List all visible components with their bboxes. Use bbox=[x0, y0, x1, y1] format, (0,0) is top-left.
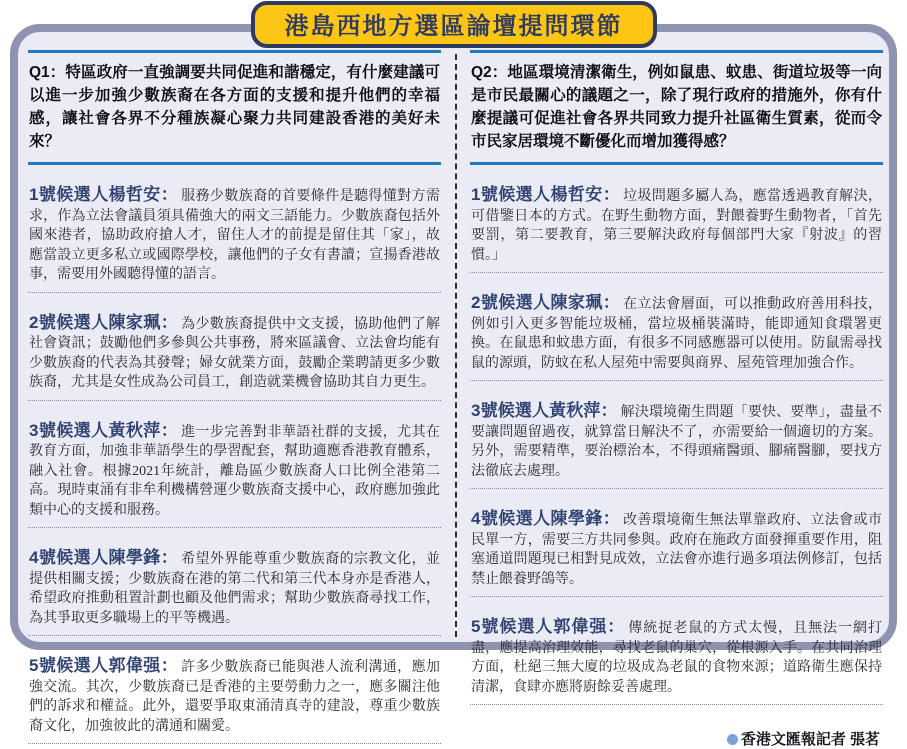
q1-answer-candidate-5 bbox=[28, 650, 441, 744]
answer-text: 服務少數族裔的首要條件是聽得懂對方需求，作為立法會議員須具備強大的兩文三語能力。少數族裔包括外國來港者，協助政府搶人才，留住人才的前提是留住其「家」，故應當設立更多私立或國際學校，讓他們的子女有書讀；宣揚香港故事，需要用外國聽得懂的語言。 bbox=[29, 189, 440, 282]
question-2-text: Q2：地區環境清潔衛生，例如鼠患、蚊患、街道垃圾等一向是市民最關心的議題之一，除了現行政府的措施外，你有什麼提議可促進社會各界共同致力提升社區衛生質素，從而令市民家居環境不斷優化而增加獲得感？ bbox=[470, 50, 883, 165]
page-title-text: 港島西地方選區論壇提問環節 bbox=[284, 13, 623, 40]
bullet-icon bbox=[727, 734, 738, 745]
q2-answer-candidate-5 bbox=[470, 611, 883, 705]
answer-text: 傳統捉老鼠的方式太慢，且無法一網打盡，應提高治理效能，尋找老鼠的巢穴，從根源入手。在共同治理方面，杜絕三無大廈的垃圾成為老鼠的食物來源；道路衛生應保持清潔，食肆亦應將廚餘妥善處理。 bbox=[471, 621, 882, 695]
candidate-4-name: 4號候選人陳學鋒： bbox=[471, 509, 621, 528]
candidate-3-name: 3號候選人黃秋萍： bbox=[471, 401, 618, 420]
answer-text: 改善環境衛生無法單靠政府、立法會或市民單一方，需要三方共同參與。政府在施政方面發揮重要作用，阻塞通道問題現已相對見成效，立法會亦進行過多項法例修訂，包括禁止餵養野鴿等。 bbox=[471, 513, 882, 587]
candidate-5-name: 5號候選人郭偉强： bbox=[29, 656, 179, 675]
candidate-1-name: 1號候選人楊哲安： bbox=[29, 185, 179, 204]
q2-answer-candidate-1 bbox=[470, 179, 883, 273]
candidate-1-name: 1號候選人楊哲安： bbox=[471, 185, 621, 204]
answer-text: 垃圾問題多屬人為，應當透過教育解決，可借鑒日本的方式。在野生動物方面，對餵養野生動物者，「首先要罰，第二要教育，第三要解決政府每個部門大家『射波』的習慣。」 bbox=[471, 189, 882, 263]
question-2-column bbox=[470, 50, 883, 748]
question-1-column bbox=[28, 50, 441, 734]
page-title bbox=[251, 1, 657, 48]
answer-text: 希望外界能尊重少數族裔的宗教文化，並提供相關支援；少數族裔在港的第二代和第三代本身亦是香港人，希望政府推動租置計劃也顧及他們需求；幫助少數族裔尋找工作，為其爭取更多職場上的平等機遇。 bbox=[29, 552, 440, 626]
q1-answer-candidate-3 bbox=[28, 415, 441, 529]
candidate-3-name: 3號候選人黃秋萍： bbox=[29, 420, 179, 440]
answer-text: 在立法會層面，可以推動政府善用科技，例如引入更多智能垃圾桶，當垃圾桶裝滿時，能即通知食環署更換。在鼠患和蚊患方面，有很多不同感應器可以使用。防鼠需尋找鼠的源頭，防蚊在私人屋苑中需要與商界、屋苑管理加強合作。 bbox=[471, 297, 882, 371]
q2-answer-candidate-4 bbox=[470, 503, 883, 597]
byline bbox=[470, 719, 883, 749]
candidate-2-name: 2號候選人陳家珮： bbox=[471, 293, 621, 312]
question-1-text: Q1：特區政府一直強調要共同促進和諧穩定，有什麼建議可以進一步加強少數族裔在各方面的支援和提升他們的幸福感，讓社會各界不分種族凝心聚力共同建設香港的美好未來？ bbox=[28, 50, 441, 165]
q1-answer-candidate-4 bbox=[28, 542, 441, 636]
answer-text: 許多少數族裔已能與港人流利溝通，應加強交流。其次，少數族裔已是香港的主要勞動力之一，應多關注他們的訴求和權益。此外，還要爭取東涌清真寺的建設，尊重少數族裔文化，加強彼此的溝通和關愛。 bbox=[29, 660, 440, 734]
byline-text: 香港文匯報記者 張茗 bbox=[740, 731, 880, 748]
answer-text: 解決環境衛生問題「要快、要準」，盡量不要讓問題留過夜，就算當日解決不了，亦需要給一個適切的方案。另外，需要精準，要治標治本，不得頭痛醫頭、腳痛醫腳，要找方法徹底去處理。 bbox=[471, 405, 882, 479]
forum-content bbox=[28, 50, 883, 748]
column-divider bbox=[455, 54, 457, 637]
answer-text: 進一步完善對非華語社群的支援，尤其在教育方面，加強非華語學生的學習配套，幫助適應香港教育體系，融入社會。根據2021年統計，離島區少數族裔人口比例全港第二高。現時東涌有非牟利機構營運少數族裔支援中心，政府應加強此類中心的支援和服務。 bbox=[29, 424, 440, 518]
q2-answer-candidate-2 bbox=[470, 287, 883, 381]
q2-answer-candidate-3 bbox=[470, 395, 883, 489]
candidate-5-name: 5號候選人郭偉强： bbox=[471, 617, 626, 636]
q1-answer-candidate-1 bbox=[28, 179, 441, 293]
candidate-2-name: 2號候選人陳家珮： bbox=[29, 312, 179, 332]
candidate-4-name: 4號候選人陳學鋒： bbox=[29, 548, 179, 567]
answer-text: 為少數族裔提供中文支援，協助他們了解社會資訊；鼓勵他們多參與公共事務，將來區議會、立法會均能有少數族裔的代表為其發聲；婦女就業方面，鼓勵企業聘請更多少數族裔，尤其是女性成為公司員工，創造就業機會協助其自力更生。 bbox=[29, 316, 440, 390]
q1-answer-candidate-2 bbox=[28, 307, 441, 401]
